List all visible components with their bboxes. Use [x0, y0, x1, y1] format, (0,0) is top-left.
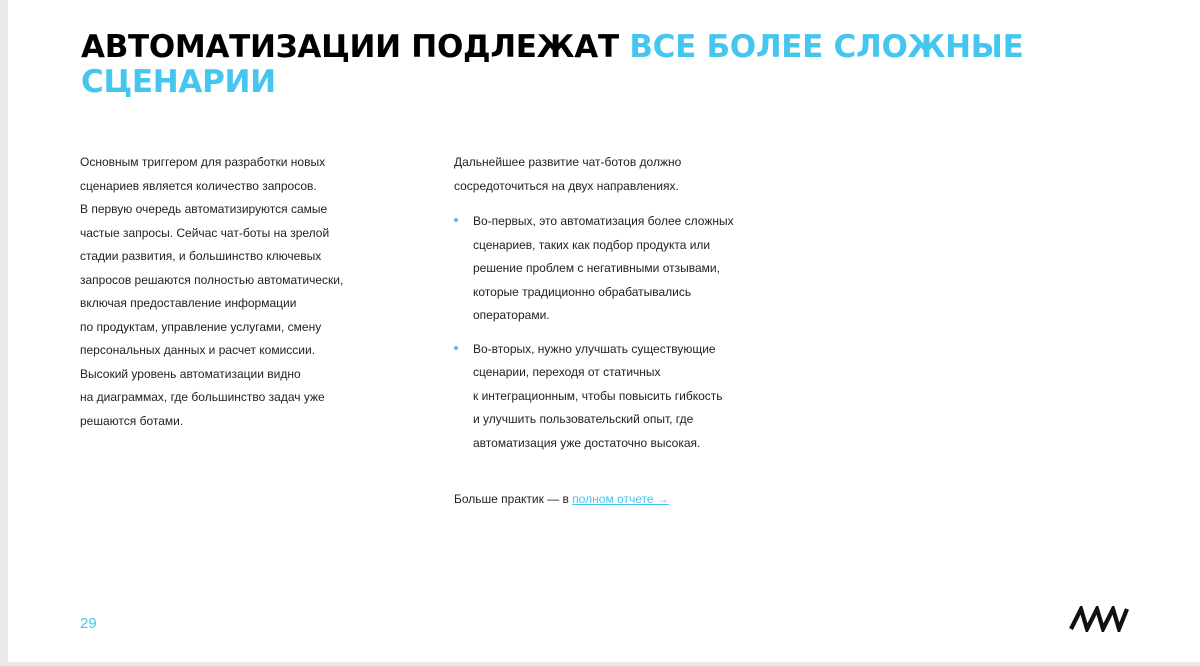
left-line: Высокий уровень автоматизации видно [80, 366, 301, 381]
full-report-link[interactable]: полном отчете → [572, 492, 669, 506]
bullet-line: решение проблем с негативными отзывами, [473, 261, 720, 275]
left-line: запросов решаются полностью автоматически, [80, 272, 344, 287]
right-column [454, 151, 794, 455]
left-line: персональных данных и расчет комиссии. [80, 343, 316, 357]
more-practices [454, 489, 669, 509]
intro-line: сосредоточиться на двух направлениях. [454, 178, 679, 193]
bullet-line: и улучшить пользовательский опыт, где [473, 412, 694, 426]
left-column [80, 151, 380, 433]
bullet-item-1 [454, 210, 794, 328]
left-line: включая предоставление информации [80, 296, 297, 310]
bullet-line: которые традиционно обрабатывались [473, 284, 692, 299]
bullet-item-2 [454, 338, 794, 456]
left-line: решаются ботами. [80, 413, 184, 428]
bullet-dot-icon [454, 346, 458, 350]
mw-logo [1069, 606, 1129, 632]
left-line: стадии развития, и большинство ключевых [80, 249, 322, 263]
title-black: АВТОМАТИЗАЦИИ ПОДЛЕЖАТ [81, 29, 619, 65]
title-accent-2: СЦЕНАРИИ [81, 64, 276, 100]
bullet-line: автоматизация уже достаточно высокая. [473, 435, 701, 450]
more-prefix: Больше практик — в [454, 492, 569, 506]
page-title [81, 30, 1081, 100]
slide [8, 0, 1200, 662]
title-accent-1: ВСЕ БОЛЕЕ СЛОЖНЫЕ [629, 29, 1024, 65]
left-line: В первую очередь автоматизируются самые [80, 202, 328, 216]
left-line: на диаграммах, где большинство задач уже [80, 390, 325, 404]
intro-line: Дальнейшее развитие чат-ботов должно [454, 155, 682, 169]
bullet-line: Во-вторых, нужно улучшать существующие [473, 341, 716, 356]
bullet-line: сценарии, переходя от статичных [473, 365, 661, 379]
page-number: 29 [80, 615, 97, 632]
bullet-line: к интеграционным, чтобы повысить гибкость [473, 388, 723, 403]
left-line: Основным триггером для разработки новых [80, 155, 326, 169]
bullet-line: операторами. [473, 308, 550, 322]
bullet-dot-icon [454, 218, 458, 222]
bullet-line: Во-первых, это автоматизация более сложных [473, 214, 734, 228]
left-line: сценариев является количество запросов. [80, 178, 317, 193]
bullet-line: сценариев, таких как подбор продукта или [473, 237, 711, 252]
left-line: по продуктам, управление услугами, смену [80, 319, 322, 334]
left-line: частые запросы. Сейчас чат-боты на зрелой [80, 225, 330, 240]
